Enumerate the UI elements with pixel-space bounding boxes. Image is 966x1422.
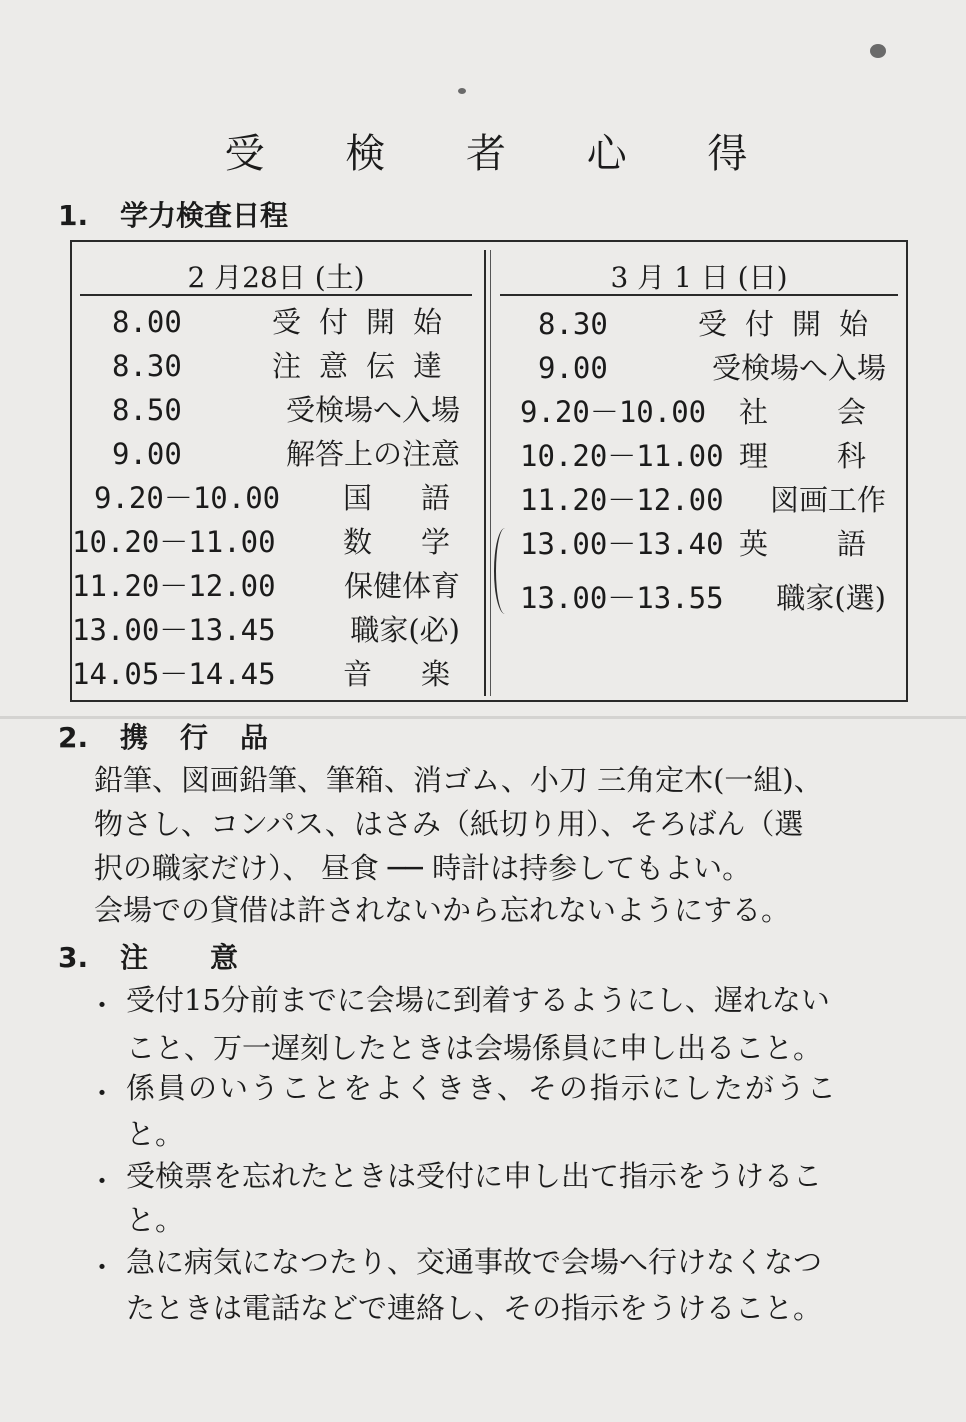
row-subject: 社 会 — [738, 395, 886, 429]
schedule-row — [500, 576, 886, 620]
schedule-row — [500, 522, 886, 566]
row-time: 14.05－14.45 — [72, 657, 276, 691]
schedule-row — [94, 476, 460, 520]
row-time: 8.50 — [112, 393, 182, 427]
schedule-row — [94, 432, 460, 476]
section-1-heading — [58, 194, 288, 234]
section-number: 3. — [58, 941, 89, 974]
section-title: 注意 — [120, 941, 301, 974]
column-divider — [490, 250, 491, 696]
day-2-header: 3 月 1 日 (日) — [500, 256, 898, 296]
row-subject: 理 科 — [738, 439, 886, 473]
carry-items-line: 択の職家だけ）、 昼食 ── 時計は持参してもよい。 — [94, 851, 752, 885]
schedule-row — [520, 346, 886, 390]
bullet-marker: ・ — [88, 1165, 117, 1198]
row-time: 11.20－12.00 — [520, 483, 724, 517]
page-title: 受 検 者 心 得 — [224, 131, 782, 177]
row-time: 13.00－13.45 — [72, 613, 276, 647]
section-2-heading — [58, 716, 300, 756]
carry-items-line: 物さし、コンパス、はさみ（紙切り用）、そろばん（選 — [94, 807, 804, 841]
row-time: 9.20－10.00 — [520, 395, 707, 429]
note-line: 急に病気になつたり、交通事故で会場へ行けなくなつ — [126, 1245, 823, 1279]
note-line: と。 — [126, 1117, 185, 1151]
bullet-marker: ・ — [88, 1077, 117, 1110]
row-time: 10.20－11.00 — [72, 525, 276, 559]
day-1-header: 2 月28日 (土) — [80, 256, 472, 296]
row-time: 9.00 — [538, 351, 608, 385]
schedule-row — [520, 302, 886, 346]
note-line: こと、万一遅刻したときは会場係員に申し出ること。 — [126, 1031, 823, 1065]
bullet-marker: ・ — [88, 989, 117, 1022]
note-line: たときは電話などで連絡し、その指示をうけること。 — [126, 1291, 823, 1325]
schedule-row — [72, 564, 460, 608]
section-title: 携行品 — [120, 721, 301, 754]
bullet-marker: ・ — [88, 1251, 117, 1284]
row-subject: 国 語 — [342, 481, 460, 515]
row-time: 9.20－10.00 — [94, 481, 281, 515]
row-subject: 受検場へ入場 — [285, 393, 460, 427]
row-time: 13.00－13.55 — [520, 581, 724, 615]
schedule-table — [70, 240, 908, 702]
schedule-row — [94, 388, 460, 432]
schedule-row — [72, 520, 460, 564]
stain-mark — [870, 44, 886, 58]
note-line: 受付15分前までに会場に到着するようにし、遅れない — [126, 983, 830, 1017]
carry-items-line: 会場での貸借は許されないから忘れないようにする。 — [94, 893, 791, 927]
row-time: 13.00－13.40 — [520, 527, 724, 561]
schedule-row — [500, 478, 886, 522]
schedule-row — [94, 344, 460, 388]
note-line: 係員のいうことをよくきき、その指示にしたがうこ — [126, 1071, 838, 1105]
row-time: 8.30 — [112, 349, 182, 383]
row-subject: 図画工作 — [769, 483, 886, 517]
row-subject: 職家(必) — [350, 613, 460, 647]
row-subject: 数 学 — [342, 525, 460, 559]
section-3-heading — [58, 936, 300, 976]
schedule-row — [94, 300, 460, 344]
carry-items-line: 鉛筆、図画鉛筆、筆箱、消ゴム、小刀 三角定木(一組)、 — [94, 763, 823, 797]
row-subject: 音 楽 — [342, 657, 460, 691]
row-time: 9.00 — [112, 437, 182, 471]
row-time: 10.20－11.00 — [520, 439, 724, 473]
row-subject: 受付開始 — [697, 307, 886, 341]
row-subject: 受付開始 — [271, 305, 460, 339]
row-subject: 保健体育 — [343, 569, 460, 603]
section-number: 1. — [58, 199, 89, 232]
row-subject: 英 語 — [738, 527, 886, 561]
schedule-row — [520, 390, 886, 434]
schedule-row — [72, 652, 460, 696]
row-subject: 解答上の注意 — [285, 437, 460, 471]
row-subject: 受検場へ入場 — [711, 351, 886, 385]
note-line: 受検票を忘れたときは受付に申し出て指示をうけるこ — [126, 1159, 823, 1193]
note-line: と。 — [126, 1203, 185, 1237]
row-time: 8.30 — [538, 307, 608, 341]
row-time: 8.00 — [112, 305, 182, 339]
section-title: 学力検査日程 — [120, 199, 289, 232]
stain-mark — [458, 88, 466, 94]
row-subject: 職家(選) — [776, 581, 886, 615]
bracket-mark — [494, 528, 516, 614]
section-number: 2. — [58, 721, 89, 754]
column-divider — [484, 250, 486, 696]
schedule-row — [500, 434, 886, 478]
schedule-row — [72, 608, 460, 652]
row-time: 11.20－12.00 — [72, 569, 276, 603]
row-subject: 注意伝達 — [271, 349, 460, 383]
